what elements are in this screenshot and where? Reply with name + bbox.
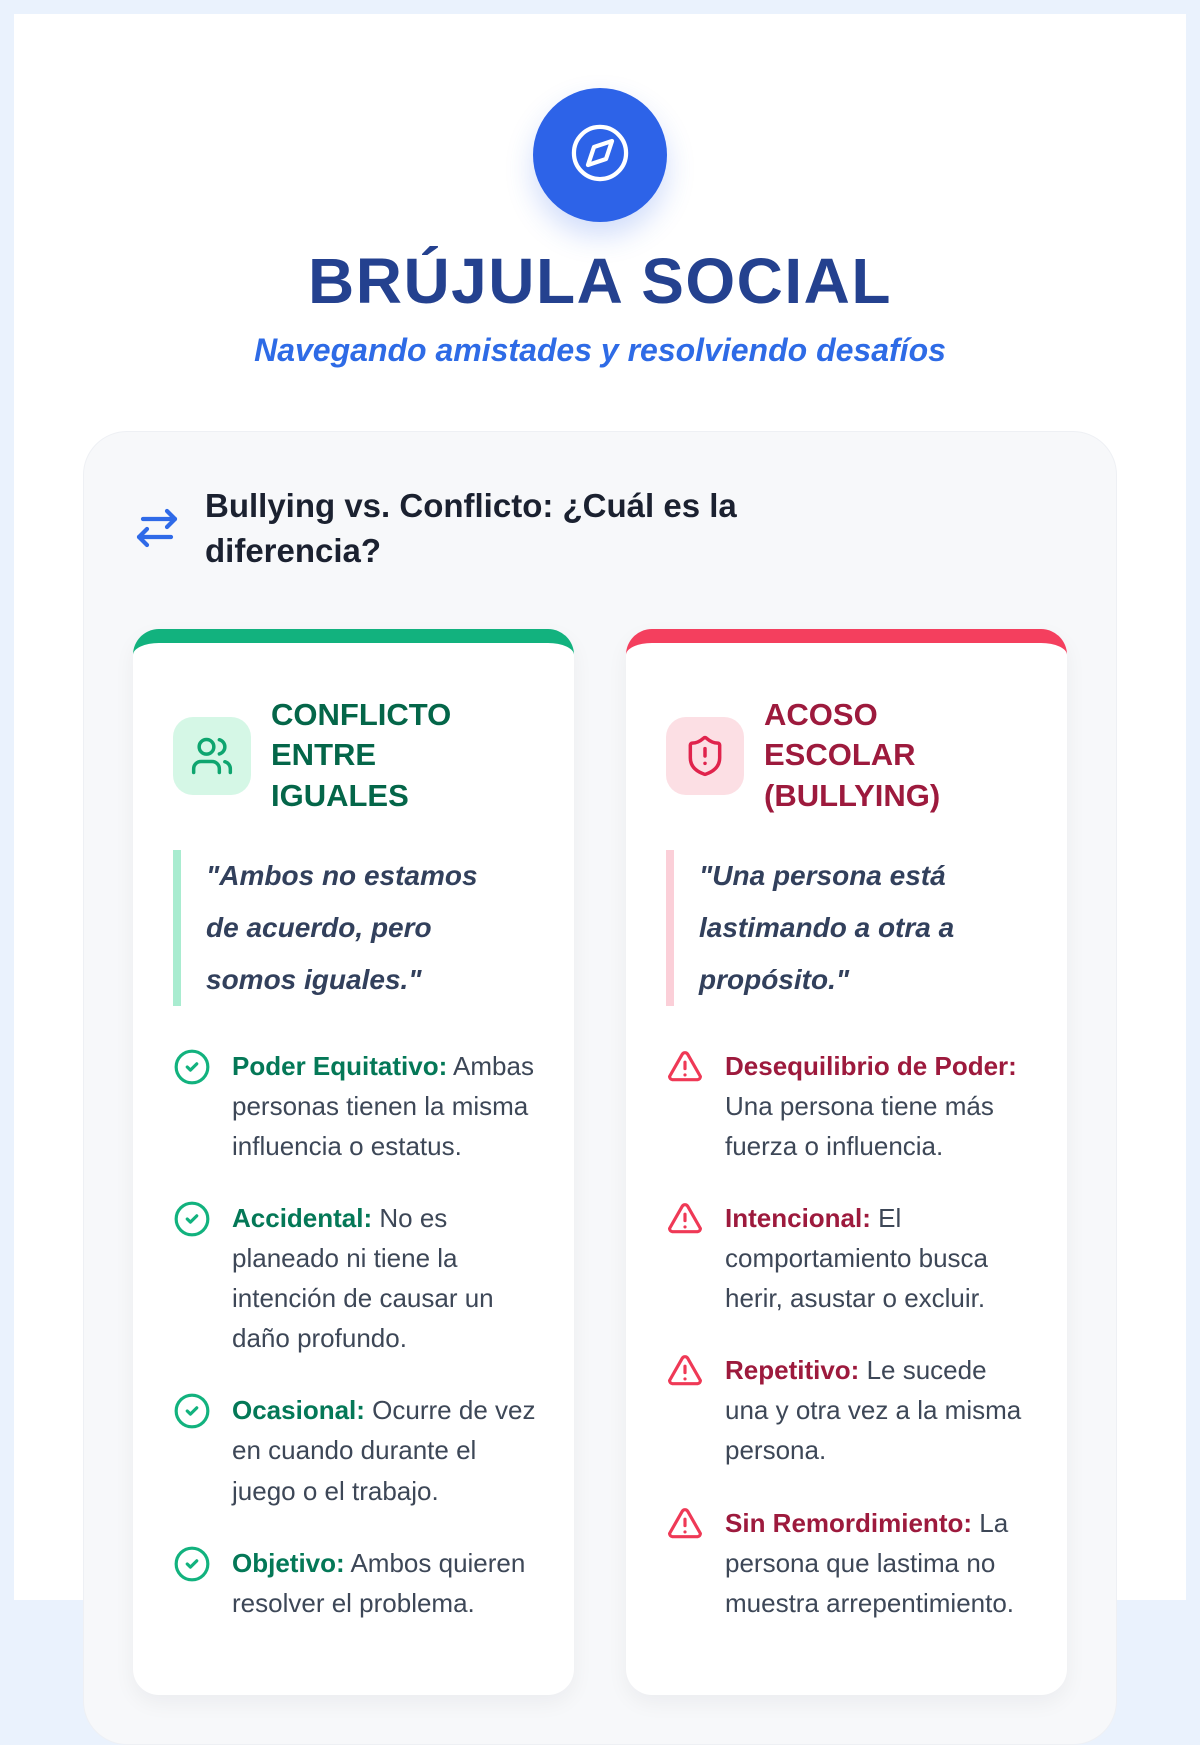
bullying-column-header xyxy=(666,695,1029,816)
swap-arrows-icon xyxy=(133,506,181,550)
warning-triangle-icon xyxy=(666,1200,704,1238)
item-body: Ambas personas tienen la misma influencia o estatus. xyxy=(232,1051,534,1162)
item-body: No es planeado ni tiene la intención de causar un daño profundo. xyxy=(232,1203,494,1354)
warning-triangle-icon xyxy=(666,1352,704,1390)
section-title: Bullying vs. Conflicto: ¿Cuál es la diferencia? xyxy=(205,487,737,569)
list-item xyxy=(666,1503,1029,1623)
item-label: Intencional: xyxy=(725,1203,871,1234)
item-label: Accidental: xyxy=(232,1203,373,1234)
item-body: Ocurre de vez en cuando durante el juego o el trabajo. xyxy=(232,1395,536,1506)
item-body: Le sucede una y otra vez a la misma persona. xyxy=(725,1355,1022,1466)
conflict-column-header xyxy=(173,695,536,816)
bullying-column-title: ACOSO ESCOLAR (BULLYING) xyxy=(764,697,941,813)
item-label: Poder Equitativo: xyxy=(232,1051,448,1082)
header xyxy=(14,14,1186,369)
conflict-quote: "Ambos no estamos de acuerdo, pero somos iguales." xyxy=(173,850,503,1006)
page-subtitle: Navegando amistades y resolviendo desafíos xyxy=(254,332,946,368)
check-circle-icon xyxy=(173,1392,211,1430)
item-body: El comportamiento busca herir, asustar o excluir. xyxy=(725,1203,989,1314)
item-label: Repetitivo: xyxy=(725,1355,860,1386)
item-body: La persona que lastima no muestra arrepentimiento. xyxy=(725,1507,1015,1618)
bullying-items xyxy=(666,1046,1029,1622)
list-item xyxy=(173,1543,536,1623)
list-item xyxy=(666,1350,1029,1470)
compass-icon xyxy=(566,119,634,192)
check-circle-icon xyxy=(173,1200,211,1238)
warning-triangle-icon xyxy=(666,1505,704,1543)
item-label: Objetivo: xyxy=(232,1547,345,1578)
item-body: Ambos quieren resolver el problema. xyxy=(232,1547,526,1618)
list-item xyxy=(173,1046,536,1166)
item-label: Sin Remordimiento: xyxy=(725,1507,973,1538)
list-item xyxy=(666,1046,1029,1166)
users-icon xyxy=(173,717,251,795)
check-circle-icon xyxy=(173,1545,211,1583)
conflict-column-title: CONFLICTO ENTRE IGUALES xyxy=(271,697,452,813)
list-item xyxy=(173,1198,536,1358)
list-item xyxy=(173,1390,536,1510)
comparison-columns xyxy=(133,629,1067,1695)
section-heading xyxy=(133,484,1067,573)
bullying-column xyxy=(626,629,1067,1695)
item-label: Desequilibrio de Poder: xyxy=(725,1051,1017,1082)
conflict-column xyxy=(133,629,574,1695)
warning-triangle-icon xyxy=(666,1048,704,1086)
shield-alert-icon xyxy=(666,717,744,795)
bullying-quote: "Una persona está lastimando a otra a propósito." xyxy=(666,850,996,1006)
logo-badge xyxy=(533,88,667,222)
item-label: Ocasional: xyxy=(232,1395,365,1426)
comparison-card xyxy=(83,431,1117,1745)
list-item xyxy=(666,1198,1029,1318)
conflict-items xyxy=(173,1046,536,1622)
item-body: Una persona tiene más fuerza o influencia. xyxy=(725,1091,994,1162)
check-circle-icon xyxy=(173,1048,211,1086)
infographic-page xyxy=(14,14,1186,1618)
page-title: BRÚJULA SOCIAL xyxy=(308,245,892,317)
